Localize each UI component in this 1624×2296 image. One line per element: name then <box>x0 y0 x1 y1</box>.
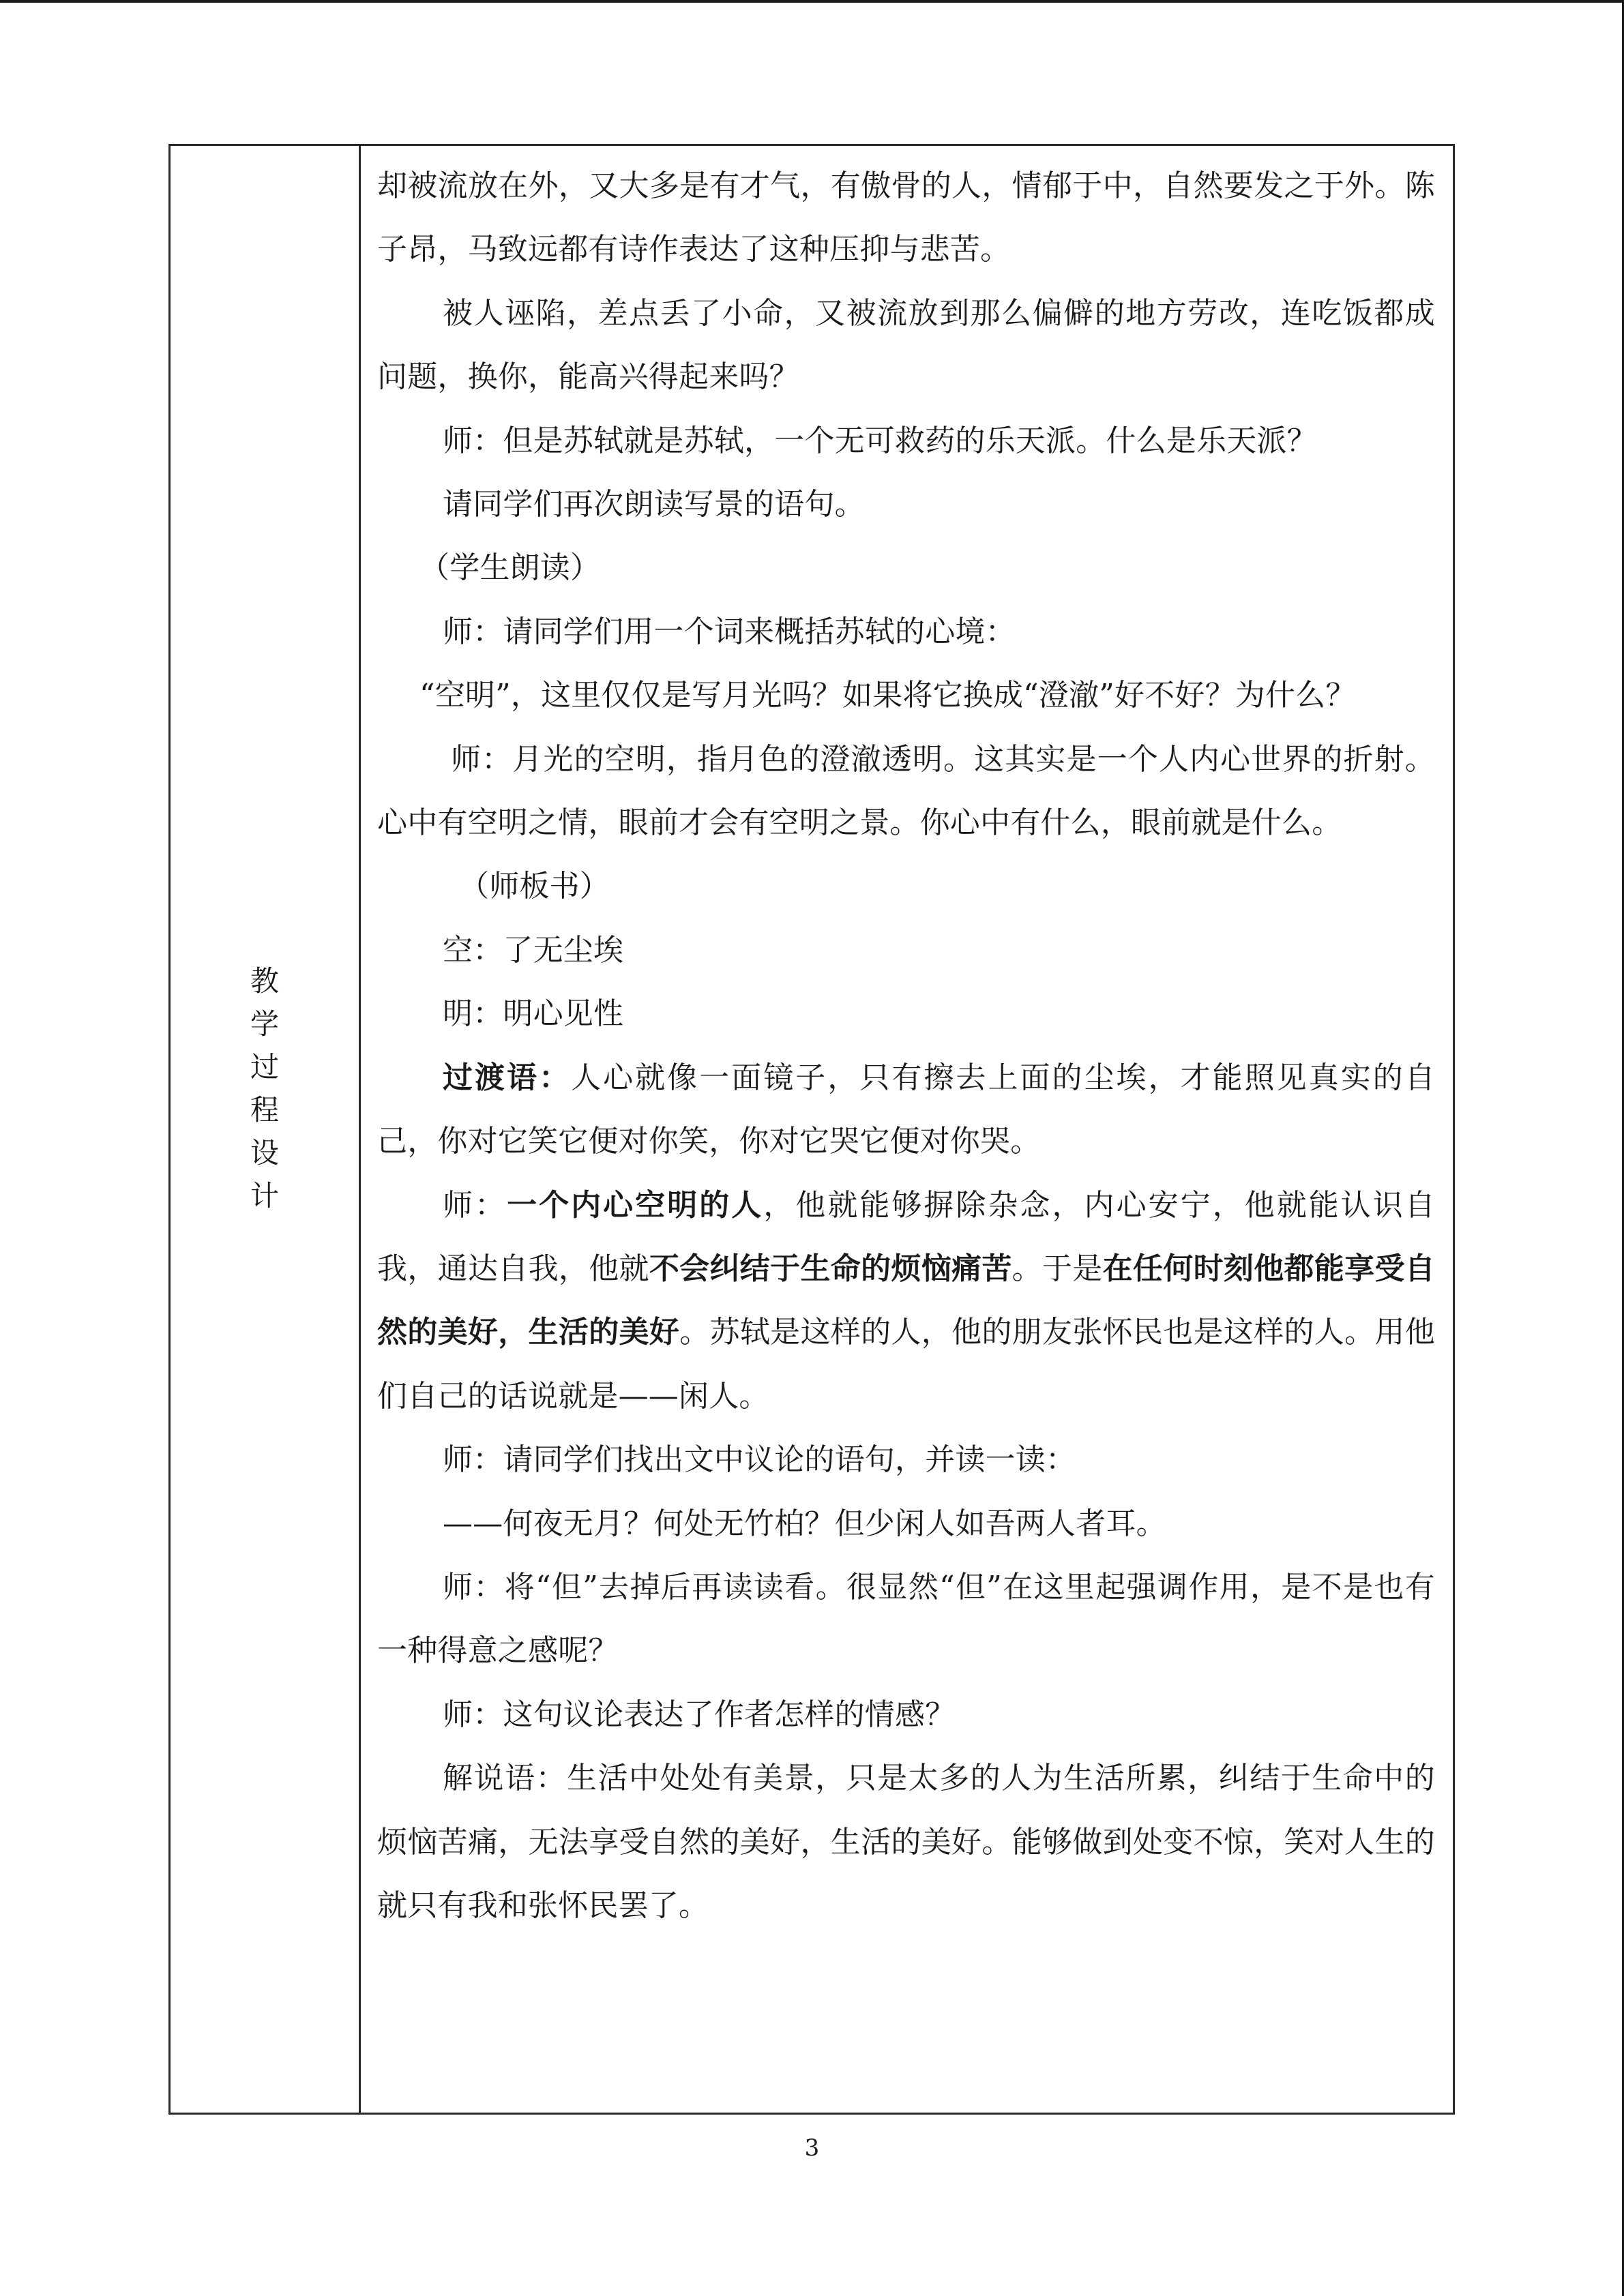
top-border-line <box>0 0 1624 3</box>
paragraph-students-read: （学生朗读） <box>419 550 601 586</box>
paragraph-summarize-mood: 师：请同学们用一个词来概括苏轼的心境： <box>443 614 1016 649</box>
paragraph-clear-heart <box>377 1174 1435 1429</box>
paragraph-commentary: 解说语：生活中处处有美景，只是太多的人为生活所累，纠结于生命中的烦恼苦痛，无法享受自然的美好，生活的美好。能够做到处变不惊，笑对人生的就只有我和张怀民罢了。 <box>377 1761 1435 1923</box>
content-cell <box>361 146 1453 2113</box>
paragraph-kongming-explanation: 师：月光的空明，指月色的澄澈透明。这其实是一个人内心世界的折射。心中有空明之情，眼前才会有空明之景。你心中有什么，眼前就是什么。 <box>377 741 1435 841</box>
section-label-char: 设 <box>250 1136 279 1169</box>
bold-run: 一个内心空明的人 <box>507 1187 764 1223</box>
paragraph-read-scenery: 请同学们再次朗读写景的语句。 <box>443 487 865 522</box>
paragraph-exile-context: 却被流放在外，又大多是有才气，有傲骨的人，情郁于中，自然要发之于外。陈子昂，马致远都有诗作表达了这种压抑与悲苦。 <box>377 168 1435 267</box>
section-label-char: 学 <box>250 1007 279 1041</box>
section-label-char: 计 <box>250 1179 279 1212</box>
text-run: 。苏轼是这样的人，他的朋友张怀民也是这样的人。用他们自己的话说就是——闲人。 <box>377 1315 1436 1414</box>
section-label-char: 过 <box>250 1050 279 1084</box>
section-label-cell <box>171 146 361 2113</box>
paragraph-author-emotion: 师：这句议论表达了作者怎样的情感？ <box>443 1697 956 1732</box>
paragraph-transition <box>377 1046 1435 1174</box>
paragraph-blackboard-note: （师板书） <box>459 869 610 904</box>
paragraph-ming-definition: 明：明心见性 <box>443 996 624 1032</box>
transition-label: 过渡语： <box>443 1060 572 1095</box>
text-run: ，他就能够摒除杂念，内心安宁，他就能认识自我，通达自我，他就 <box>377 1187 1436 1286</box>
paragraph-kong-definition: 空：了无尘埃 <box>443 932 624 968</box>
paragraph-optimist: 师：但是苏轼就是苏轼，一个无可救药的乐天派。什么是乐天派？ <box>443 423 1317 458</box>
section-label-teaching-process-design <box>250 959 279 1217</box>
lesson-plan-table <box>168 144 1455 2115</box>
bold-run: 在任何时刻他都能享受自然的美好，生活的美好 <box>377 1251 1435 1350</box>
paragraph-framed: 被人诬陷，差点丢了小命，又被流放到那么偏僻的地方劳改，连吃饭都成问题，换你，能高兴得起来吗？ <box>377 295 1435 395</box>
bold-run: 不会纠结于生命的烦恼痛苦 <box>649 1251 1012 1286</box>
transition-text: 人心就像一面镜子，只有擦去上面的尘埃，才能照见真实的自己，你对它笑它便对你笑，你对它哭它便对你哭。 <box>377 1060 1435 1159</box>
paragraph-find-commentary: 师：请同学们找出文中议论的语句，并读一读： <box>443 1442 1076 1478</box>
text-run: 师： <box>443 1187 507 1223</box>
paragraph-remove-dan: 师：将“但”去掉后再读读看。很显然“但”在这里起强调作用，是不是也有一种得意之感呢？ <box>377 1569 1435 1669</box>
page-number: 3 <box>804 2134 820 2162</box>
section-label-char: 程 <box>250 1093 279 1127</box>
text-run: 。于是 <box>1012 1251 1103 1286</box>
section-label-char: 教 <box>250 964 279 998</box>
paragraph-kongming-question: “空明”，这里仅仅是写月光吗？如果将它换成“澄澈”好不好？为什么？ <box>419 678 1356 713</box>
paragraph-quote: ——何夜无月？何处无竹柏？但少闲人如吾两人者耳。 <box>443 1506 1166 1541</box>
